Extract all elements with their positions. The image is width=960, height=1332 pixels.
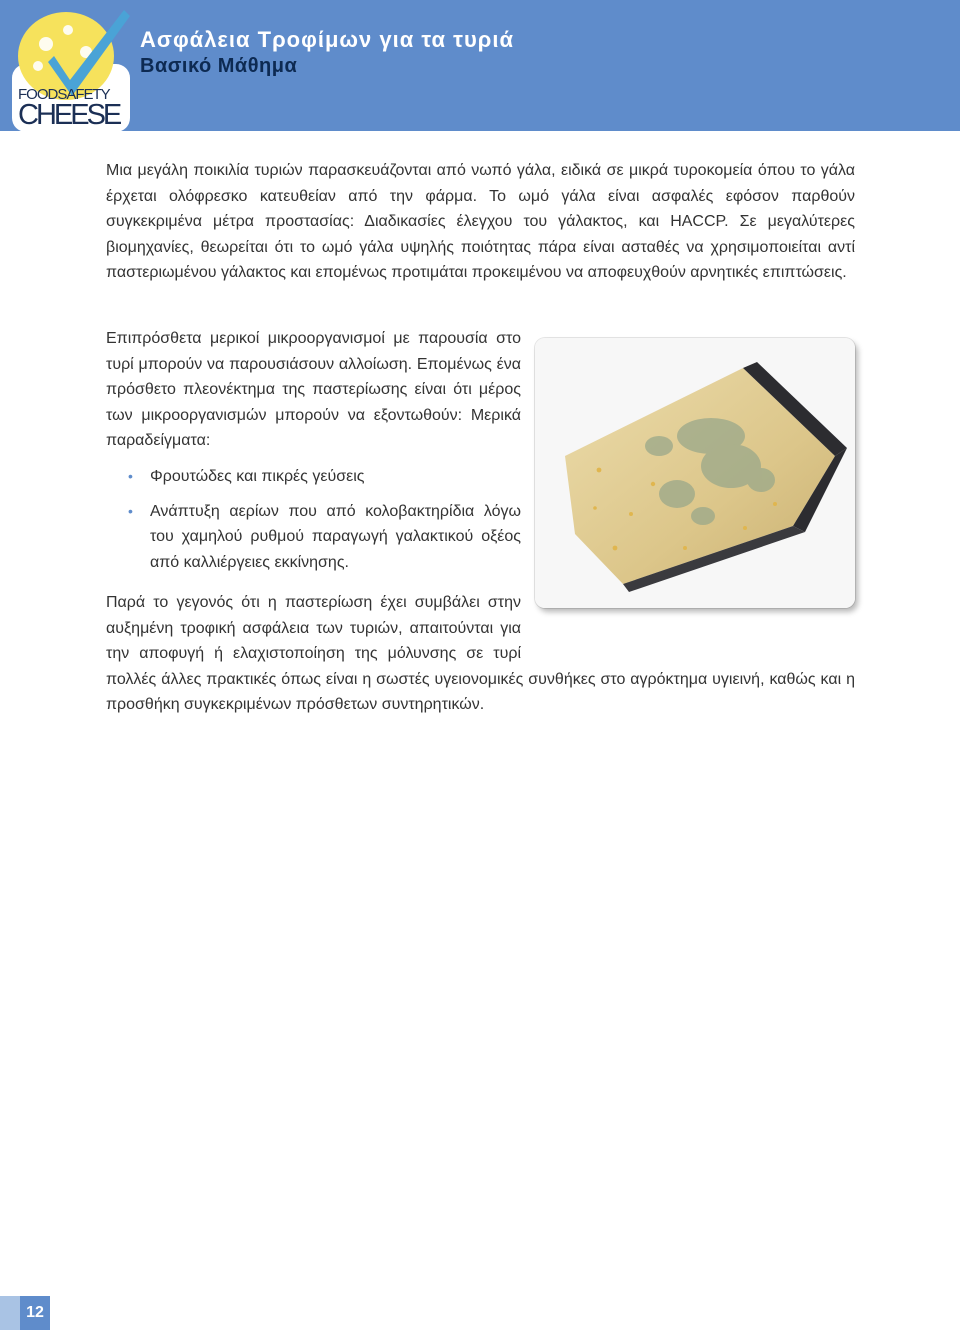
bullet-icon: • (128, 502, 133, 519)
examples-list (128, 464, 521, 584)
list-item (128, 464, 521, 490)
page-number: 12 (20, 1296, 50, 1330)
list-item (128, 499, 521, 576)
list-item-text: Φρουτώδες και πικρές γεύσεις (150, 468, 365, 485)
page-number-strip (0, 1296, 20, 1330)
bullet-icon: • (128, 468, 133, 484)
page-subtitle: Βασικό Μάθημα (140, 55, 298, 77)
cheese-wedge-illustration (535, 338, 855, 608)
moldy-cheese-photo (535, 338, 855, 608)
microorganisms-paragraph: Επιπρόσθετα μερικοί μικροοργανισμοί με παρουσία στο τυρί μπορούν να παρουσιάσουν αλλοίωση. Επομένως ένα πρόσθετο πλεονέκτημα της παστερίωσης είναι ότι μέρος των μικροοργανισμών μπορούν να εξοντωθούν: Μερικά παραδείγματα: (106, 330, 521, 450)
page-title: Ασφάλεια Τροφίμων για τα τυριά (140, 27, 515, 52)
logo-text-top: FOODSAFETY (18, 86, 110, 103)
conclusion-paragraph (106, 590, 855, 718)
list-item-text: Ανάπτυξη αερίων που από κολοβακτηρίδια λόγω του χαμηλού ρυθμού παραγωγή γαλακτικού οξέος από καλλιέργειες εκκίνησης. (150, 502, 521, 571)
logo-text-bottom: CHEESE (18, 99, 120, 131)
foodsafety-cheese-logo (8, 4, 134, 136)
conclusion-text: Παρά το γεγονός ότι η παστερίωση έχει συμβάλει στην αυξημένη τροφική ασφάλεια των τυριών, απαιτούνται για την αποφυγή ή ελαχιστοποίηση της μόλυνσης σε τυρί πολλές άλλες πρακτικές όπως είναι η σωστές υγειονομικές συνθήκες στο αγρόκτημα υγιεινή, καθώς και η προσθήκη συγκεκριμένων πρόσθετων συντηρητικών. (106, 594, 855, 714)
intro-paragraph: Μια μεγάλη ποικιλία τυριών παρασκευάζονται από νωπό γάλα, ειδικά σε μικρά τυροκομεία όπου το γάλα έρχεται ολόφρεσκο κατευθείαν από την φάρμα. Το ωμό γάλα είναι ασφαλές εφόσον παρθούν συγκεκριμένα μέτρα προστασίας: Διαδικασίες έλεγχου του γάλακτος, και HACCP. Σε μεγαλύτερες βιομηχανίες, θεωρείται ότι το ωμό γάλα υψηλής ποιότητας πάρα είναι ασταθές να χρησιμοποιείται αντί παστεριωμένου γάλακτος και επομένως προτιμάται προκειμένου να αποφευχθούν αρνητικές επιπτώσεις. (106, 162, 855, 282)
